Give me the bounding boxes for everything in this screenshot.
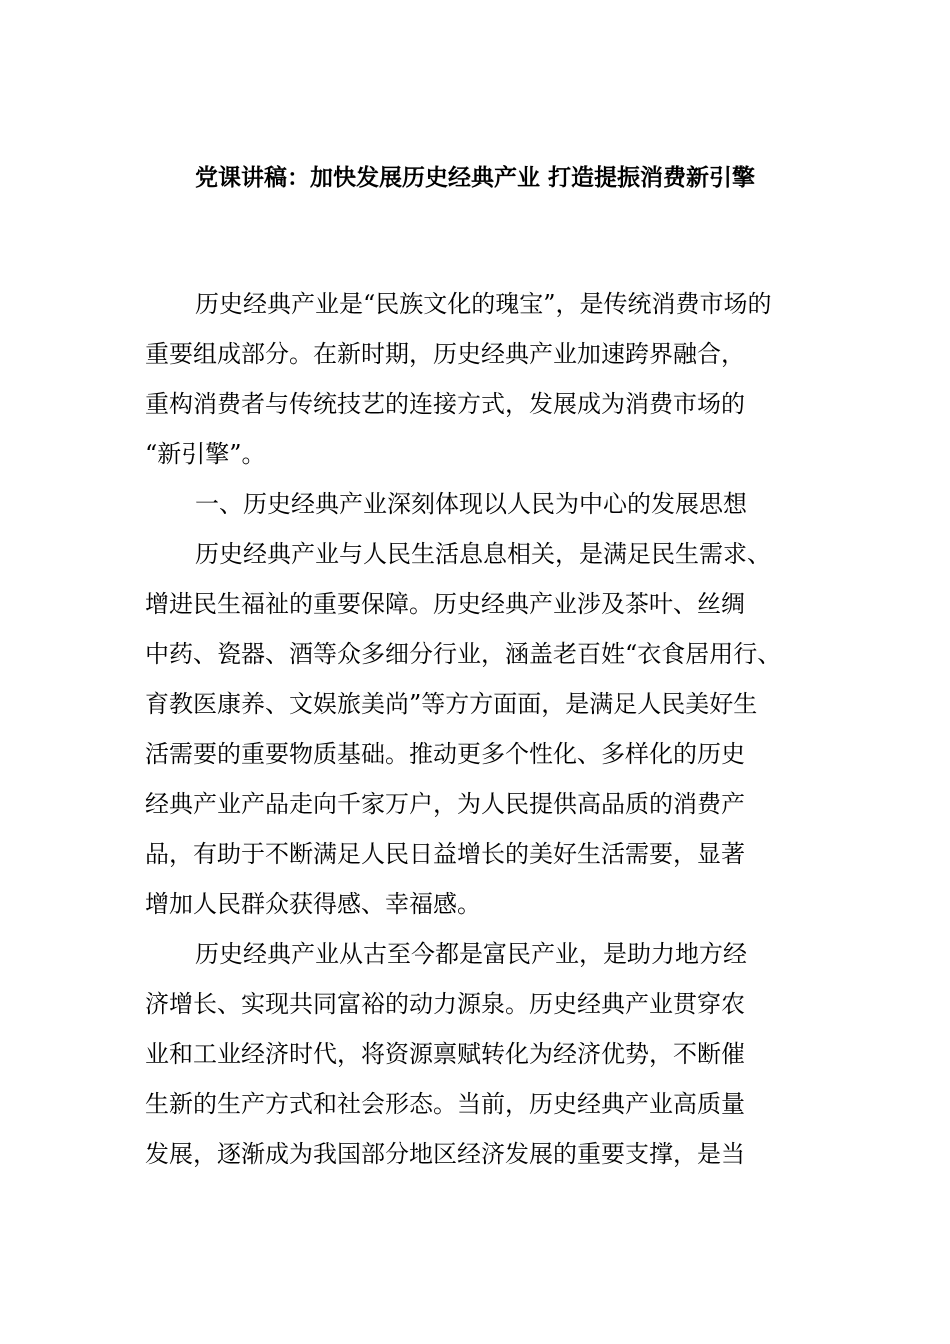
- document-title: 党课讲稿：加快发展历史经典产业 打造提振消费新引擎: [194, 165, 755, 191]
- section-heading: 一、历史经典产业深刻体现以人民为中心的发展思想: [195, 490, 747, 518]
- paragraph-line: 中药、瓷器、酒等众多细分行业，涵盖老百姓“衣食居用行、: [145, 640, 782, 668]
- paragraph-line: 历史经典产业从古至今都是富民产业，是助力地方经: [195, 940, 747, 968]
- paragraph-line: 经典产业产品走向千家万户，为人民提供高品质的消费产: [145, 790, 745, 818]
- paragraph-line: 历史经典产业与人民生活息息相关，是满足民生需求、: [195, 540, 771, 568]
- paragraph-line: 生新的生产方式和社会形态。当前，历史经典产业高质量: [145, 1090, 745, 1118]
- paragraph-line: 增进民生福祉的重要保障。历史经典产业涉及茶叶、丝绸: [145, 590, 745, 618]
- paragraph-line: 品，有助于不断满足人民日益增长的美好生活需要，显著: [145, 840, 745, 868]
- paragraph-line: 增加人民群众获得感、幸福感。: [145, 890, 481, 918]
- paragraph-line: 济增长、实现共同富裕的动力源泉。历史经典产业贯穿农: [145, 990, 745, 1018]
- document-body: [145, 279, 810, 1179]
- paragraph-line: “新引擎”。: [145, 440, 266, 468]
- paragraph-line: 发展，逐渐成为我国部分地区经济发展的重要支撑，是当: [145, 1140, 745, 1168]
- paragraph-line: 活需要的重要物质基础。推动更多个性化、多样化的历史: [145, 740, 745, 768]
- paragraph-line: 历史经典产业是“民族文化的瑰宝”，是传统消费市场的: [195, 290, 772, 318]
- paragraph-line: 业和工业经济时代，将资源禀赋转化为经济优势，不断催: [145, 1040, 745, 1068]
- paragraph-line: 重构消费者与传统技艺的连接方式，发展成为消费市场的: [145, 390, 745, 418]
- paragraph-line: 重要组成部分。在新时期，历史经典产业加速跨界融合，: [145, 340, 745, 368]
- paragraph-line: 育教医康养、文娱旅美尚”等方方面面，是满足人民美好生: [145, 690, 758, 718]
